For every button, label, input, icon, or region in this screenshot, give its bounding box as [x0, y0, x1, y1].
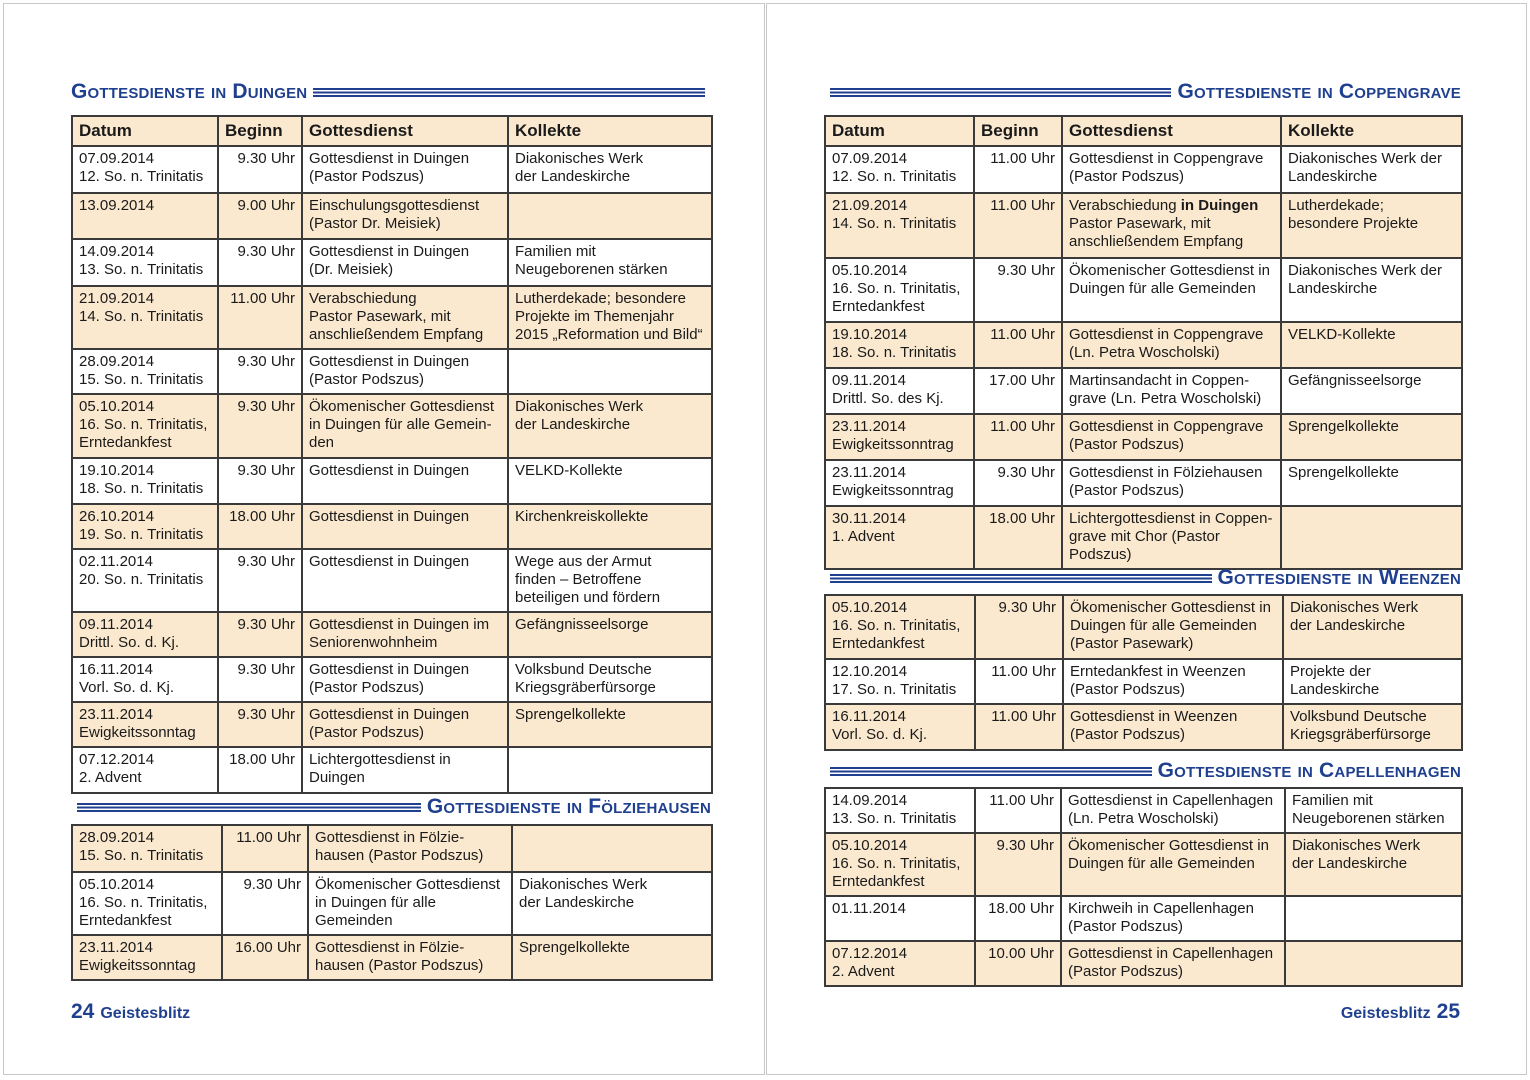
table-row	[825, 896, 1462, 941]
cell-beginn: 9.30 Uhr	[218, 146, 302, 193]
cell-kollekte: Projekte der Landeskirche	[1283, 659, 1462, 704]
double-rule	[830, 574, 1212, 583]
cell-gottesdienst: Gottesdienst in Duingen (Dr. Meisiek)	[302, 239, 508, 286]
cell-beginn: 9.30 Uhr	[218, 349, 302, 394]
cell-kollekte: Familien mit Neugeborenen stärken	[508, 239, 712, 286]
table-row	[72, 504, 712, 549]
cell-datum: 28.09.2014 15. So. n. Trinitatis	[72, 349, 218, 394]
column-header: Kollekte	[508, 116, 712, 146]
cell-beginn: 9.30 Uhr	[975, 595, 1063, 659]
cell-gottesdienst: Lichtergottesdienst in Duingen	[302, 747, 508, 793]
cell-beginn: 11.00 Uhr	[974, 322, 1062, 368]
schedule-table-duingen	[71, 115, 713, 794]
cell-datum: 16.11.2014 Vorl. So. d. Kj.	[72, 657, 218, 702]
cell-gottesdienst: Kirchweih in Capellenhagen (Pastor Podszus)	[1061, 896, 1285, 941]
cell-beginn: 18.00 Uhr	[218, 504, 302, 549]
cell-gottesdienst: Gottesdienst in Fölzie- hausen (Pastor Podszus)	[308, 935, 512, 980]
cell-datum: 07.12.2014 2. Advent	[72, 747, 218, 793]
cell-datum: 07.09.2014 12. So. n. Trinitatis	[72, 146, 218, 193]
cell-gottesdienst: Gottesdienst in Duingen	[302, 549, 508, 612]
cell-kollekte	[1285, 941, 1462, 986]
cell-beginn: 9.30 Uhr	[222, 872, 308, 935]
cell-datum: 13.09.2014	[72, 193, 218, 239]
page-number: 24	[71, 1000, 95, 1023]
cell-beginn: 10.00 Uhr	[975, 941, 1061, 986]
cell-datum: 09.11.2014 Drittl. So. d. Kj.	[72, 612, 218, 657]
cell-beginn: 18.00 Uhr	[974, 506, 1062, 569]
cell-datum: 12.10.2014 17. So. n. Trinitatis	[825, 659, 975, 704]
cell-gottesdienst: Verabschiedung in Duingen Pastor Pasewark, mit anschließendem Empfang	[1062, 193, 1281, 258]
cell-gottesdienst: Gottesdienst in Duingen im Seniorenwohnheim	[302, 612, 508, 657]
table-row	[72, 747, 712, 793]
cell-kollekte: Sprengelkollekte	[512, 935, 712, 980]
table-row	[72, 193, 712, 239]
cell-beginn: 9.30 Uhr	[218, 458, 302, 504]
cell-datum: 07.12.2014 2. Advent	[825, 941, 975, 986]
cell-gottesdienst: Verabschiedung Pastor Pasewark, mit anschließendem Empfang	[302, 286, 508, 349]
cell-datum: 30.11.2014 1. Advent	[825, 506, 974, 569]
cell-beginn: 9.00 Uhr	[218, 193, 302, 239]
cell-gottesdienst: Martinsandacht in Coppen- grave (Ln. Petra Woscholski)	[1062, 368, 1281, 414]
schedule-table-coppengrave	[824, 115, 1463, 570]
table-row	[825, 833, 1462, 896]
schedule-table-capellenhagen	[824, 787, 1463, 987]
cell-beginn: 11.00 Uhr	[974, 414, 1062, 460]
section-foelziehausen	[71, 792, 711, 981]
cell-kollekte: Lutherdekade; besondere Projekte	[1281, 193, 1462, 258]
section-title: Gottesdienste in Coppengrave	[1177, 80, 1461, 103]
column-header: Beginn	[218, 116, 302, 146]
cell-kollekte: Volksbund Deutsche Kriegsgräberfürsorge	[1283, 704, 1462, 750]
cell-kollekte: Kirchenkreiskollekte	[508, 504, 712, 549]
cell-datum: 14.09.2014 13. So. n. Trinitatis	[72, 239, 218, 286]
table-row	[72, 872, 712, 935]
cell-beginn: 11.00 Uhr	[222, 825, 308, 872]
cell-datum: 26.10.2014 19. So. n. Trinitatis	[72, 504, 218, 549]
page-24	[3, 3, 765, 1075]
cell-datum: 07.09.2014 12. So. n. Trinitatis	[825, 146, 974, 193]
table-row	[825, 704, 1462, 750]
table-row	[825, 368, 1462, 414]
cell-datum: 02.11.2014 20. So. n. Trinitatis	[72, 549, 218, 612]
table-row	[825, 460, 1462, 506]
cell-beginn: 9.30 Uhr	[218, 612, 302, 657]
table-row	[72, 935, 712, 980]
cell-kollekte: Volksbund Deutsche Kriegsgräberfürsorge	[508, 657, 712, 702]
cell-kollekte: Gefängnisseelsorge	[1281, 368, 1462, 414]
cell-beginn: 11.00 Uhr	[974, 146, 1062, 193]
cell-kollekte	[1281, 506, 1462, 569]
double-rule	[830, 88, 1171, 97]
cell-beginn: 17.00 Uhr	[974, 368, 1062, 414]
magazine-name: Geistesblitz	[1340, 1005, 1431, 1022]
cell-beginn: 11.00 Uhr	[975, 704, 1063, 750]
cell-gottesdienst: Gottesdienst in Fölzie- hausen (Pastor Podszus)	[308, 825, 512, 872]
cell-beginn: 11.00 Uhr	[974, 193, 1062, 258]
cell-beginn: 18.00 Uhr	[975, 896, 1061, 941]
cell-beginn: 11.00 Uhr	[975, 788, 1061, 833]
cell-beginn: 11.00 Uhr	[975, 659, 1063, 704]
cell-datum: 21.09.2014 14. So. n. Trinitatis	[72, 286, 218, 349]
cell-gottesdienst: Erntedankfest in Weenzen (Pastor Podszus)	[1063, 659, 1283, 704]
table-row	[72, 349, 712, 394]
header-row	[72, 116, 712, 146]
section-title: Gottesdienste in Fölziehausen	[426, 795, 711, 818]
table-row	[72, 146, 712, 193]
cell-kollekte: Diakonisches Werk der Landeskirche	[1281, 146, 1462, 193]
cell-datum: 01.11.2014	[825, 896, 975, 941]
table-row	[825, 322, 1462, 368]
cell-gottesdienst: Ökomenischer Gottesdienst in Duingen für alle Gemein- den	[302, 394, 508, 458]
cell-kollekte	[508, 747, 712, 793]
cell-gottesdienst: Einschulungsgottesdienst (Pastor Dr. Meisiek)	[302, 193, 508, 239]
cell-kollekte	[512, 825, 712, 872]
cell-gottesdienst: Gottesdienst in Capellenhagen (Pastor Podszus)	[1061, 941, 1285, 986]
cell-beginn: 11.00 Uhr	[218, 286, 302, 349]
table-row	[72, 239, 712, 286]
column-header: Beginn	[974, 116, 1062, 146]
double-rule	[77, 803, 421, 812]
schedule-table-foelziehausen	[71, 824, 713, 981]
cell-beginn: 9.30 Uhr	[974, 258, 1062, 322]
cell-datum: 19.10.2014 18. So. n. Trinitatis	[72, 458, 218, 504]
column-header: Datum	[825, 116, 974, 146]
section-weenzen	[824, 563, 1461, 751]
cell-gottesdienst: Gottesdienst in Fölziehausen (Pastor Podszus)	[1062, 460, 1281, 506]
cell-kollekte: Gefängnisseelsorge	[508, 612, 712, 657]
cell-datum: 23.11.2014 Ewigkeitssonntag	[72, 935, 222, 980]
cell-datum: 16.11.2014 Vorl. So. d. Kj.	[825, 704, 975, 750]
cell-kollekte	[508, 349, 712, 394]
header-row	[825, 116, 1462, 146]
table-row	[72, 286, 712, 349]
table-row	[72, 458, 712, 504]
cell-beginn: 9.30 Uhr	[218, 549, 302, 612]
table-row	[72, 612, 712, 657]
cell-datum: 05.10.2014 16. So. n. Trinitatis, Erntedankfest	[72, 394, 218, 458]
cell-kollekte: Diakonisches Werk der Landeskirche	[508, 394, 712, 458]
table-row	[72, 702, 712, 747]
cell-gottesdienst: Ökomenischer Gottesdienst in Duingen für alle Gemeinden	[308, 872, 512, 935]
cell-gottesdienst: Lichtergottesdienst in Coppen- grave mit Chor (Pastor Podszus)	[1062, 506, 1281, 569]
table-row	[72, 549, 712, 612]
page-footer	[1341, 1000, 1460, 1024]
double-rule	[830, 767, 1152, 776]
cell-kollekte: Sprengelkollekte	[508, 702, 712, 747]
cell-gottesdienst: Gottesdienst in Coppengrave (Ln. Petra Woscholski)	[1062, 322, 1281, 368]
cell-beginn: 16.00 Uhr	[222, 935, 308, 980]
table-row	[825, 941, 1462, 986]
table-row	[825, 414, 1462, 460]
cell-datum: 05.10.2014 16. So. n. Trinitatis, Erntedankfest	[825, 595, 975, 659]
section-duingen	[71, 77, 711, 794]
section-coppengrave	[824, 77, 1461, 570]
cell-kollekte	[1285, 896, 1462, 941]
cell-datum: 05.10.2014 16. So. n. Trinitatis, Erntedankfest	[72, 872, 222, 935]
cell-kollekte: Diakonisches Werk der Landeskirche	[1283, 595, 1462, 659]
cell-kollekte	[508, 193, 712, 239]
section-title: Gottesdienste in Capellenhagen	[1157, 759, 1461, 782]
cell-beginn: 9.30 Uhr	[218, 239, 302, 286]
table-row	[72, 825, 712, 872]
cell-datum: 28.09.2014 15. So. n. Trinitatis	[72, 825, 222, 872]
cell-kollekte: Diakonisches Werk der Landeskirche	[1285, 833, 1462, 896]
cell-gottesdienst: Gottesdienst in Capellenhagen (Ln. Petra Woscholski)	[1061, 788, 1285, 833]
cell-datum: 23.11.2014 Ewigkeitssonntag	[72, 702, 218, 747]
cell-kollekte: Wege aus der Armut finden – Betroffene beteiligen und fördern	[508, 549, 712, 612]
cell-gottesdienst: Gottesdienst in Duingen (Pastor Podszus)	[302, 146, 508, 193]
cell-kollekte: Diakonisches Werk der Landeskirche	[508, 146, 712, 193]
schedule-table-weenzen	[824, 594, 1463, 751]
table-row	[825, 258, 1462, 322]
cell-gottesdienst: Ökomenischer Gottesdienst in Duingen für alle Gemeinden (Pastor Pasewark)	[1063, 595, 1283, 659]
cell-datum: 05.10.2014 16. So. n. Trinitatis, Erntedankfest	[825, 833, 975, 896]
cell-kollekte: VELKD-Kollekte	[508, 458, 712, 504]
column-header: Kollekte	[1281, 116, 1462, 146]
section-capellenhagen	[824, 756, 1461, 987]
cell-gottesdienst: Gottesdienst in Coppengrave (Pastor Podszus)	[1062, 414, 1281, 460]
cell-beginn: 9.30 Uhr	[218, 657, 302, 702]
table-row	[825, 506, 1462, 569]
table-row	[825, 595, 1462, 659]
column-header: Gottesdienst	[302, 116, 508, 146]
cell-beginn: 9.30 Uhr	[218, 702, 302, 747]
cell-gottesdienst: Gottesdienst in Coppengrave (Pastor Podszus)	[1062, 146, 1281, 193]
table-row	[72, 394, 712, 458]
section-title: Gottesdienste in Duingen	[71, 80, 308, 103]
cell-gottesdienst: Gottesdienst in Duingen (Pastor Podszus)	[302, 349, 508, 394]
cell-datum: 09.11.2014 Drittl. So. des Kj.	[825, 368, 974, 414]
table-row	[825, 146, 1462, 193]
cell-datum: 14.09.2014 13. So. n. Trinitatis	[825, 788, 975, 833]
section-title: Gottesdienste in Weenzen	[1217, 566, 1461, 589]
cell-datum: 23.11.2014 Ewigkeitssonntrag	[825, 460, 974, 506]
cell-beginn: 9.30 Uhr	[218, 394, 302, 458]
cell-gottesdienst: Ökomenischer Gottesdienst in Duingen für alle Gemeinden	[1061, 833, 1285, 896]
cell-gottesdienst: Gottesdienst in Duingen (Pastor Podszus)	[302, 657, 508, 702]
cell-datum: 19.10.2014 18. So. n. Trinitatis	[825, 322, 974, 368]
cell-datum: 21.09.2014 14. So. n. Trinitatis	[825, 193, 974, 258]
cell-datum: 23.11.2014 Ewigkeitssonntrag	[825, 414, 974, 460]
cell-datum: 05.10.2014 16. So. n. Trinitatis, Erntedankfest	[825, 258, 974, 322]
column-header: Datum	[72, 116, 218, 146]
cell-gottesdienst: Gottesdienst in Duingen (Pastor Podszus)	[302, 702, 508, 747]
cell-kollekte: VELKD-Kollekte	[1281, 322, 1462, 368]
page-footer	[71, 1000, 190, 1024]
cell-kollekte: Diakonisches Werk der Landeskirche	[512, 872, 712, 935]
cell-gottesdienst: Gottesdienst in Duingen	[302, 458, 508, 504]
cell-gottesdienst: Gottesdienst in Duingen	[302, 504, 508, 549]
cell-kollekte: Sprengelkollekte	[1281, 460, 1462, 506]
table-row	[72, 657, 712, 702]
column-header: Gottesdienst	[1062, 116, 1281, 146]
cell-gottesdienst: Ökomenischer Gottesdienst in Duingen für alle Gemeinden	[1062, 258, 1281, 322]
emphasis: in Duingen	[1180, 197, 1259, 214]
magazine-name: Geistesblitz	[100, 1005, 191, 1022]
cell-beginn: 9.30 Uhr	[975, 833, 1061, 896]
cell-kollekte: Familien mit Neugeborenen stärken	[1285, 788, 1462, 833]
cell-kollekte: Sprengelkollekte	[1281, 414, 1462, 460]
double-rule	[313, 88, 705, 97]
page-number: 25	[1436, 1000, 1460, 1023]
cell-kollekte: Diakonisches Werk der Landeskirche	[1281, 258, 1462, 322]
cell-beginn: 18.00 Uhr	[218, 747, 302, 793]
table-row	[825, 659, 1462, 704]
cell-kollekte: Lutherdekade; besondere Projekte im Themenjahr 2015 „Reformation und Bild“	[508, 286, 712, 349]
cell-gottesdienst: Gottesdienst in Weenzen (Pastor Podszus)	[1063, 704, 1283, 750]
table-row	[825, 193, 1462, 258]
cell-beginn: 9.30 Uhr	[974, 460, 1062, 506]
page-25	[766, 3, 1527, 1075]
table-row	[825, 788, 1462, 833]
